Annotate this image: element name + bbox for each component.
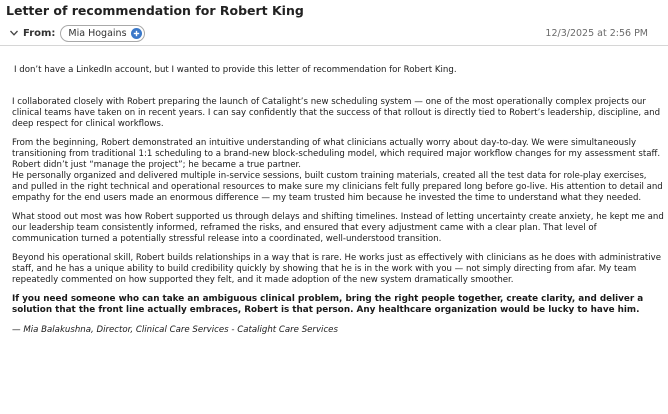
paragraph-delays: What stood out most was how Robert supported us through delays and shifting timelines. Instead of letting uncertainty create anxiety, he kept me and our leadership team consistently informed, reframed the risks, and ensured that every adjustment came with a clear plan. That level of communication turned a potentially stressful release into a coordinated, well-understood transition. xyxy=(12,212,664,244)
message-header xyxy=(0,0,668,44)
from-label: From: xyxy=(23,27,56,39)
signature: — Mia Balakushna, Director, Clinical Care Services - Catalight Care Services xyxy=(12,325,338,336)
plus-circle-icon[interactable] xyxy=(131,28,142,39)
paragraph-collaboration: I collaborated closely with Robert preparing the launch of Catalight’s new scheduling system — one of the most operationally complex projects our clinical teams have taken on in recent years. I can say confidently that the success of that rollout is directly tied to Robert’s leadership, discipline, and deep respect for clinical workflows. xyxy=(12,97,661,129)
intro-paragraph: I don’t have a LinkedIn account, but I wanted to provide this letter of recommendation for Robert King. xyxy=(14,65,457,75)
paragraph-in-service: He personally organized and delivered multiple in-service sessions, built custom training materials, created all the test data for role-play exercises, and pulled in the right technical and operational resources to make sure my clinicians felt fully prepared long before go-live. His attention to detail and empathy for the end users made an enormous difference — my team trusted him because he invested the time to understand what they needed. xyxy=(12,171,663,203)
closing-paragraph: If you need someone who can take an ambiguous clinical problem, bring the right people together, create clarity, and deliver a solution that the front line actually embraces, Robert is that person. Any healthcare organization would be lucky to have him. xyxy=(12,294,644,316)
from-row xyxy=(8,23,145,43)
sender-name: Mia Hogains xyxy=(68,27,127,39)
paragraph-relationships: Beyond his operational skill, Robert builds relationships in a way that is rare. He works just as effectively with clinicians as he does with administrative staff, and he has a unique ability to build credibility quickly by showing that he is in the work with you — not simply directing from afar. My team repeatedly commented on how supported they felt, and it made adoption of the new system dramatically smoother. xyxy=(12,253,662,285)
paragraph-beginning: From the beginning, Robert demonstrated an intuitive understanding of what clinicians actually worry about day-to-day. We were simultaneously transitioning from traditional 1:1 scheduling to a brand-new block-scheduling model, which required major workflow changes for my assessment staff. Robert didn’t just “manage the project”; he became a true partner. xyxy=(12,138,661,170)
message-date: 12/3/2025 at 2:56 PM xyxy=(545,28,648,39)
chevron-down-icon[interactable] xyxy=(8,27,20,39)
sender-chip[interactable] xyxy=(60,25,144,42)
message-body xyxy=(12,65,664,336)
header-divider xyxy=(0,45,668,46)
message-subject: Letter of recommendation for Robert King xyxy=(6,3,304,18)
